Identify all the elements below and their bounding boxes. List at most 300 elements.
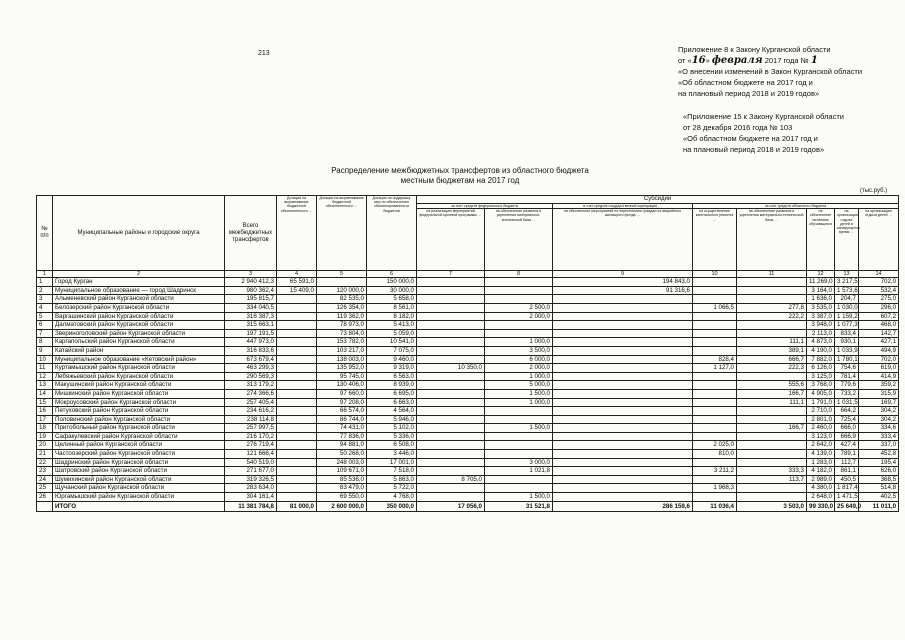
municipality-name: Альменевский район Курганской области [53,295,225,304]
amount-c5: 109 671,0 [317,467,367,476]
municipality-name: Щучанский район Курганской области [53,484,225,493]
municipality-name: Частоозерский район Курганской области [53,450,225,459]
amount-c13: 1 030,0 [835,303,859,312]
table-row [37,364,899,373]
table-row [37,312,899,321]
amount-c12: 3 164,0 [807,286,835,295]
amount-c7 [417,372,485,381]
amount-c7 [417,424,485,433]
amount-c8: 1 500,0 [485,424,553,433]
amount-c12: 3 387,0 [807,312,835,321]
municipality-name: Сафакулевский район Курганской области [53,432,225,441]
amount-c8 [485,278,553,287]
amount-c7 [417,407,485,416]
total-c5: 2 600 000,0 [317,501,367,511]
amount-c9 [553,381,693,390]
amount-c9 [553,467,693,476]
amount-c8 [485,441,553,450]
amount-c8 [485,321,553,330]
amount-c5: 85 536,0 [317,475,367,484]
column-number: 3 [225,271,277,278]
table-row [37,278,899,287]
amount-c4 [277,458,317,467]
amount-c10 [693,398,737,407]
date-mid: » [705,56,710,65]
amount-c11: 222,3 [737,364,807,373]
municipality-name: Далматовский район Курганской области [53,321,225,330]
header-c9: на обеспечение мероприятий по переселению граждан из аварийного жилищного фонда … [553,209,693,271]
amount-c9: 194 843,0 [553,278,693,287]
amount-c4 [277,441,317,450]
amount-c3: 290 569,3 [225,372,277,381]
date-prefix: от « [678,56,692,65]
amount-c14: 333,4 [859,432,899,441]
total-c6: 350 000,0 [367,501,417,511]
total-c11: 3 503,0 [737,501,807,511]
amount-c11 [737,432,807,441]
column-number: 9 [553,271,693,278]
amount-c5: 82 535,0 [317,295,367,304]
amount-c13: 789,1 [835,450,859,459]
amount-c6: 8 182,0 [367,312,417,321]
amount-c7 [417,458,485,467]
amount-c14: 468,0 [859,321,899,330]
amount-c14: 427,1 [859,338,899,347]
amount-c5: 78 973,0 [317,321,367,330]
amount-c9 [553,475,693,484]
amount-c9 [553,484,693,493]
municipality-name: Шадринский район Курганской области [53,458,225,467]
amount-c3: 121 666,4 [225,450,277,459]
amount-c14: 452,8 [859,450,899,459]
amount-c7 [417,484,485,493]
column-number: 7 [417,271,485,278]
amount-c12: 7 882,0 [807,355,835,364]
amount-c3: 274 366,6 [225,389,277,398]
amount-c12: 3 535,0 [807,303,835,312]
amount-c14: 402,5 [859,493,899,502]
amount-c6: 8 561,0 [367,303,417,312]
total-label: ИТОГО [53,501,225,511]
amount-c7 [417,338,485,347]
header-c13: на организацию отдыха детей в каникулярное время … [835,209,859,271]
amount-c7 [417,312,485,321]
amount-c13: 450,5 [835,475,859,484]
amount-c3: 319 326,5 [225,475,277,484]
header-total: Всего межбюджетных трансфертов [225,196,277,271]
amount-c11 [737,329,807,338]
appendix-original [683,111,844,155]
amount-c3: 316 387,3 [225,312,277,321]
amount-c13: 427,4 [835,441,859,450]
column-number: 14 [859,271,899,278]
table-row [37,355,899,364]
table-row [37,493,899,502]
amount-c10 [693,415,737,424]
amount-c3: 257 405,4 [225,398,277,407]
municipality-name: Притобольный район Курганской области [53,424,225,433]
amount-c3: 283 634,0 [225,484,277,493]
row-number: 15 [37,398,53,407]
table-row [37,407,899,416]
amount-c5: 97 208,0 [317,398,367,407]
amount-c11: 111,1 [737,338,807,347]
table-row [37,303,899,312]
total-c8: 31 521,8 [485,501,553,511]
amount-c11 [737,450,807,459]
amount-c13: 3 217,5 [835,278,859,287]
total-c7: 17 056,0 [417,501,485,511]
amount-c11 [737,441,807,450]
row-number: 20 [37,441,53,450]
amount-c13: 666,0 [835,424,859,433]
amount-c4 [277,493,317,502]
amount-c10: 810,0 [693,450,737,459]
amount-c10 [693,407,737,416]
header-c10: на осуществление капитального ремонта … [693,209,737,271]
amount-c13: 861,1 [835,467,859,476]
amount-c12: 4 380,0 [807,484,835,493]
amount-c10 [693,389,737,398]
amount-c3: 980 362,4 [225,286,277,295]
table-row [37,424,899,433]
amount-c6: 6 508,0 [367,441,417,450]
amount-c13: 1 573,6 [835,286,859,295]
total-c10: 11 036,4 [693,501,737,511]
amount-c5: 77 836,0 [317,432,367,441]
total-blank-cell [37,501,53,511]
amount-c5: 130 406,0 [317,381,367,390]
amount-c3: 304 161,4 [225,493,277,502]
amount-c10: 1 066,5 [693,303,737,312]
amount-c11: 113,7 [737,475,807,484]
amount-c11: 111,1 [737,398,807,407]
amount-c10 [693,424,737,433]
amount-c10 [693,295,737,304]
table-row [37,432,899,441]
table-row [37,484,899,493]
amount-c7 [417,355,485,364]
amount-c9 [553,458,693,467]
amount-c12: 2 710,0 [807,407,835,416]
amount-c7 [417,441,485,450]
amount-c14: 626,0 [859,467,899,476]
row-number: 8 [37,338,53,347]
amount-c11: 166,7 [737,389,807,398]
amount-c6: 5 946,0 [367,415,417,424]
amount-c5: 50 268,0 [317,450,367,459]
amount-c9 [553,329,693,338]
amount-c3: 2 940 412,3 [225,278,277,287]
amount-c3: 234 616,2 [225,407,277,416]
appendix-line: на плановый период 2018 и 2019 годов» [678,89,820,98]
appendix-line: «Приложение 15 к Закону Курганской области [683,112,844,121]
amount-c5: 86 744,0 [317,415,367,424]
row-number: 25 [37,484,53,493]
amount-c14: 702,0 [859,355,899,364]
date-day-handwritten: 16 [691,55,706,66]
amount-c8: 1 000,0 [485,372,553,381]
amount-c10 [693,321,737,330]
amount-c8 [485,407,553,416]
amount-c8: 1 021,8 [485,467,553,476]
appendix-line: на плановый период 2018 и 2019 годов» [683,145,825,154]
row-number: 6 [37,321,53,330]
amount-c10 [693,432,737,441]
amount-c11 [737,493,807,502]
municipality-name: Лебяжьевский район Курганской области [53,372,225,381]
table-row [37,475,899,484]
total-c12: 99 330,0 [807,501,835,511]
amount-c4 [277,415,317,424]
amount-c4 [277,484,317,493]
header-c12: на обеспечение питанием обучающихся … [807,209,835,271]
amount-c7 [417,321,485,330]
document-title [235,166,685,186]
amount-c5: 73 804,0 [317,329,367,338]
row-number: 26 [37,493,53,502]
amount-c6: 5 059,0 [367,329,417,338]
amount-c14: 368,5 [859,475,899,484]
title-line: Распределение межбюджетных трансфертов из областного бюджета [331,166,589,175]
appendix-line: от 28 декабря 2016 года № 103 [683,123,793,132]
amount-c14: 275,0 [859,295,899,304]
amount-c12: 6 126,0 [807,364,835,373]
amount-c11: 666,7 [737,355,807,364]
amount-c13: 1 033,9 [835,346,859,355]
amount-c5: 153 782,0 [317,338,367,347]
amount-c3: 673 679,4 [225,355,277,364]
amount-c3: 315 663,1 [225,321,277,330]
row-number: 1 [37,278,53,287]
row-number: 5 [37,312,53,321]
date-month-handwritten: февраля [711,55,763,66]
amount-c6: 6 663,0 [367,398,417,407]
amount-c6: 5 658,0 [367,295,417,304]
amount-c8: 2 500,0 [485,303,553,312]
amount-c4 [277,355,317,364]
column-number: 4 [277,271,317,278]
table-row [37,372,899,381]
amount-c11: 277,8 [737,303,807,312]
amount-c13: 204,7 [835,295,859,304]
amount-c11 [737,372,807,381]
amount-c9 [553,493,693,502]
municipality-name: Варгашинский район Курганской области [53,312,225,321]
amount-c10: 828,4 [693,355,737,364]
amount-c4 [277,295,317,304]
amount-c9 [553,295,693,304]
table-row [37,441,899,450]
amount-c11 [737,407,807,416]
amount-c3: 271 677,0 [225,467,277,476]
total-row [37,501,899,511]
amount-c6: 5 863,0 [367,475,417,484]
amount-c12: 1 636,0 [807,295,835,304]
row-number: 24 [37,475,53,484]
amount-c13: 833,4 [835,329,859,338]
amount-c6: 5 102,0 [367,424,417,433]
row-number: 11 [37,364,53,373]
amount-c11 [737,278,807,287]
amount-c12: 3 125,0 [807,372,835,381]
amount-c8 [485,432,553,441]
municipality-name: Петуховский район Курганской области [53,407,225,416]
amount-c4 [277,338,317,347]
amount-c10: 3 211,2 [693,467,737,476]
amount-c9 [553,303,693,312]
amount-c14: 296,0 [859,303,899,312]
row-number: 17 [37,415,53,424]
amount-c6: 3 446,0 [367,450,417,459]
amount-c5: 248 003,0 [317,458,367,467]
appendix-header [678,44,862,99]
amount-c9: 91 316,6 [553,286,693,295]
table-row [37,321,899,330]
amount-c6: 30 000,0 [367,286,417,295]
amount-c13: 754,6 [835,364,859,373]
amount-c5: 120 000,0 [317,286,367,295]
table-row [37,381,899,390]
amount-c13: 1 817,4 [835,484,859,493]
municipality-name: Шумихинский район Курганской области [53,475,225,484]
amount-c10: 1 127,0 [693,364,737,373]
amount-c6: 9 319,0 [367,364,417,373]
amount-c11: 166,7 [737,424,807,433]
amount-c12: 4 190,0 [807,346,835,355]
amount-c14: 494,9 [859,346,899,355]
amount-c10: 1 968,3 [693,484,737,493]
municipality-name: Шатровский район Курганской области [53,467,225,476]
municipality-name: Каргапольский район Курганской области [53,338,225,347]
page-number: 213 [258,50,270,57]
amount-c12: 2 642,0 [807,441,835,450]
amount-c14: 702,0 [859,278,899,287]
header-regional: за счет средств областного бюджета [693,204,899,209]
amount-c6: 6 695,0 [367,389,417,398]
transfers-table [36,195,899,512]
header-c6: Дотации на поддержку мер по обеспечению сбалансированности бюджетов [367,196,417,271]
amount-c11: 222,2 [737,312,807,321]
amount-c4 [277,450,317,459]
amount-c8 [485,415,553,424]
amount-c6: 7 075,0 [367,346,417,355]
amount-c6: 10 541,0 [367,338,417,347]
amount-c9 [553,450,693,459]
column-number: 10 [693,271,737,278]
column-number: 1 [37,271,53,278]
amount-c12: 4 873,0 [807,338,835,347]
amount-c14: 359,2 [859,381,899,390]
amount-c10 [693,338,737,347]
amount-c4 [277,467,317,476]
amount-c8 [485,484,553,493]
municipality-name: Муниципальное образование «Кетовский район» [53,355,225,364]
amount-c9 [553,372,693,381]
amount-c14: 315,9 [859,389,899,398]
amount-c8: 2 000,0 [485,312,553,321]
row-number: 19 [37,432,53,441]
amount-c12: 2 113,0 [807,329,835,338]
unit-label: (тыс.руб.) [860,188,888,194]
amount-c6: 5 336,0 [367,432,417,441]
amount-c3: 540 519,0 [225,458,277,467]
table-row [37,458,899,467]
amount-c11: 333,3 [737,467,807,476]
amount-c13: 781,4 [835,372,859,381]
table-row [37,329,899,338]
amount-c6: 4 564,0 [367,407,417,416]
amount-c4 [277,389,317,398]
amount-c12: 1 283,0 [807,458,835,467]
appendix-date-line [678,55,862,66]
date-suffix: 2017 года № [764,56,809,65]
column-number: 6 [367,271,417,278]
amount-c3: 316 833,6 [225,346,277,355]
row-number: 23 [37,467,53,476]
amount-c5: 119 362,0 [317,312,367,321]
amount-c5: 126 354,0 [317,303,367,312]
amount-c14: 514,8 [859,484,899,493]
amount-c9 [553,407,693,416]
row-number: 12 [37,372,53,381]
column-number-row [37,271,899,278]
amount-c9 [553,321,693,330]
amount-c3: 238 114,8 [225,415,277,424]
amount-c8 [485,286,553,295]
amount-c8 [485,329,553,338]
header-c11: на обеспечение развития и укрепления материально-технической базы … [737,209,807,271]
amount-c8: 1 000,0 [485,398,553,407]
amount-c3: 276 719,4 [225,441,277,450]
appendix-line: «О внесении изменений в Закон Курганской области [678,67,863,76]
amount-c4 [277,398,317,407]
municipality-name: Мишкинский район Курганской области [53,389,225,398]
amount-c14: 334,6 [859,424,899,433]
row-number: 2 [37,286,53,295]
amount-c4 [277,321,317,330]
amount-c4: 65 591,0 [277,278,317,287]
amount-c13: 112,7 [835,458,859,467]
amount-c3: 195 815,7 [225,295,277,304]
header-subsidies: Субсидии [417,196,899,204]
amount-c9 [553,424,693,433]
amount-c10 [693,329,737,338]
amount-c4 [277,475,317,484]
amount-c4 [277,372,317,381]
amount-c10 [693,286,737,295]
row-number: 21 [37,450,53,459]
amount-c8: 3 500,0 [485,346,553,355]
amount-c14: 169,7 [859,398,899,407]
amount-c12: 2 648,0 [807,493,835,502]
column-number: 5 [317,271,367,278]
amount-c5: 103 217,0 [317,346,367,355]
municipality-name: Макушинский район Курганской области [53,381,225,390]
amount-c11 [737,286,807,295]
table-row [37,338,899,347]
column-number: 8 [485,271,553,278]
row-number: 18 [37,424,53,433]
amount-c5: 74 431,0 [317,424,367,433]
amount-c10 [693,346,737,355]
amount-c8: 3 000,0 [485,458,553,467]
column-number: 2 [53,271,225,278]
amount-c3: 313 179,2 [225,381,277,390]
amount-c7 [417,415,485,424]
title-line: местным бюджетам на 2017 год [400,176,520,185]
municipality-name: Мокроусовский район Курганской области [53,398,225,407]
